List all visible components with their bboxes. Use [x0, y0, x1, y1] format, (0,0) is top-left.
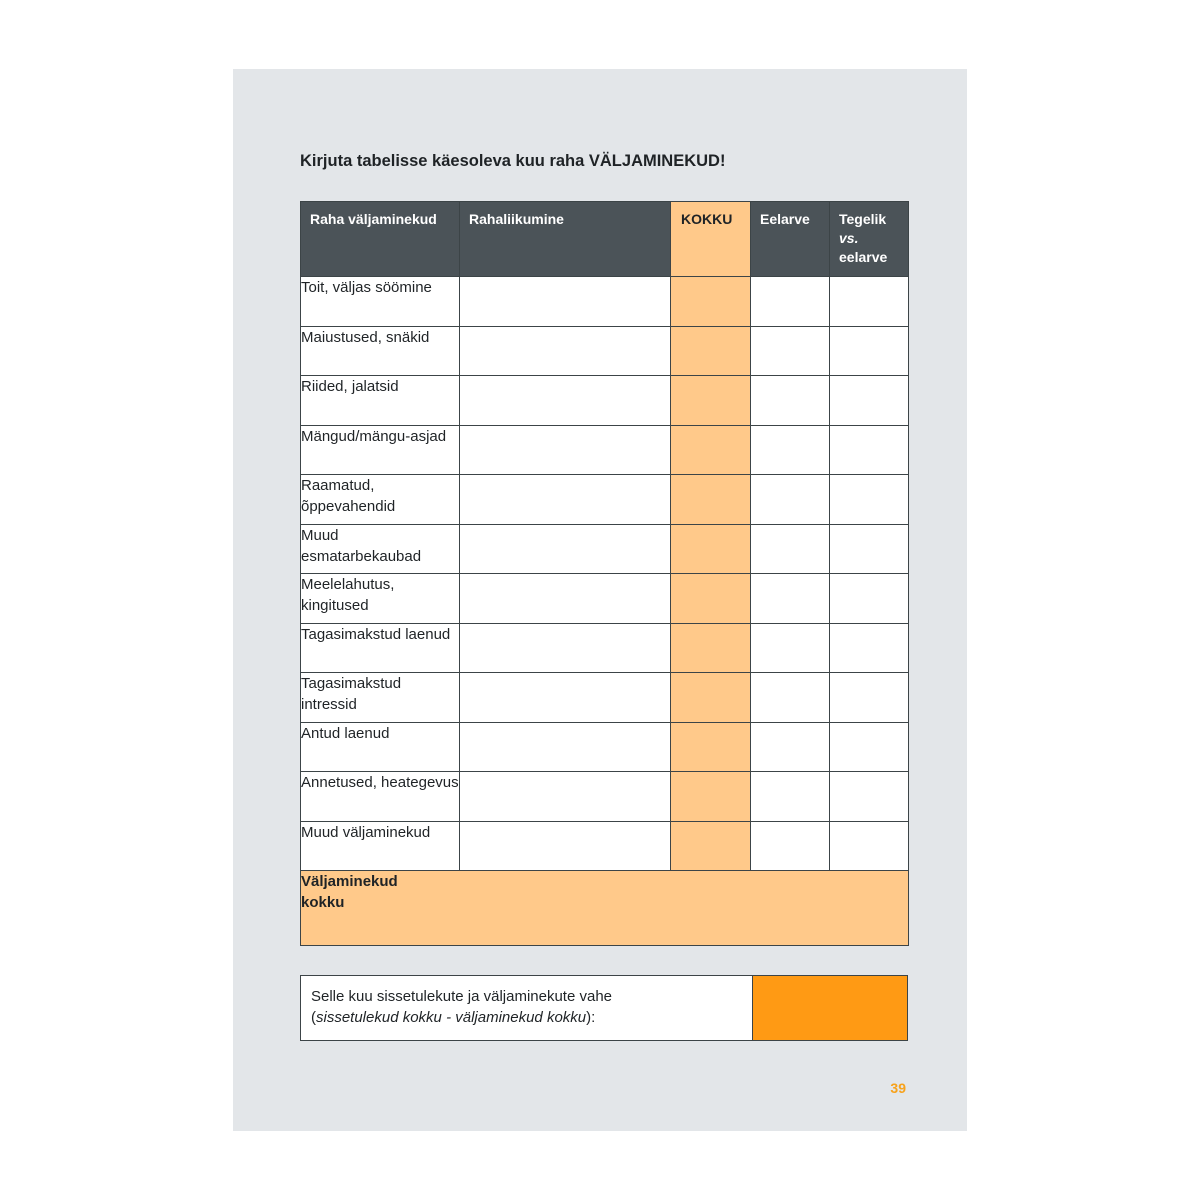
table-row [301, 722, 909, 772]
rahaliikumine-cell[interactable] [460, 623, 671, 673]
row-category-label: Maiustused, snäkid [301, 326, 460, 376]
difference-line-1: Selle kuu sissetulekute ja väljaminekute vahe [311, 988, 613, 1005]
difference-box [300, 975, 908, 1041]
eelarve-cell[interactable] [751, 623, 830, 673]
rahaliikumine-cell[interactable] [460, 524, 671, 574]
rahaliikumine-cell[interactable] [460, 475, 671, 525]
header-eelarve: Eelarve [751, 202, 830, 277]
kokku-cell[interactable] [671, 821, 751, 871]
header-rahaliikumine: Rahaliikumine [460, 202, 671, 277]
kokku-cell[interactable] [671, 326, 751, 376]
tegelik-vs-eelarve-cell[interactable] [830, 425, 909, 475]
eelarve-cell[interactable] [751, 326, 830, 376]
table-row [301, 772, 909, 822]
row-category-label: Meelelahutus, kingitused [301, 574, 460, 624]
row-category-label: Muud esmatarbekaubad [301, 524, 460, 574]
eelarve-cell[interactable] [751, 673, 830, 723]
tegelik-vs-eelarve-cell[interactable] [830, 326, 909, 376]
kokku-cell[interactable] [671, 277, 751, 327]
tegelik-vs-eelarve-cell[interactable] [830, 524, 909, 574]
kokku-cell[interactable] [671, 772, 751, 822]
eelarve-cell[interactable] [751, 722, 830, 772]
eelarve-cell[interactable] [751, 574, 830, 624]
total-label: Väljaminekud kokku [301, 873, 398, 911]
tegelik-vs-eelarve-cell[interactable] [830, 475, 909, 525]
row-category-label: Mängud/mängu-asjad [301, 425, 460, 475]
eelarve-cell[interactable] [751, 772, 830, 822]
difference-answer-cell[interactable] [753, 976, 907, 1040]
rahaliikumine-cell[interactable] [460, 821, 671, 871]
row-category-label: Tagasimakstud laenud [301, 623, 460, 673]
kokku-cell[interactable] [671, 673, 751, 723]
header-eelarve-word: eelarve [839, 249, 888, 265]
row-category-label: Raamatud, õppevahendid [301, 475, 460, 525]
tegelik-vs-eelarve-cell[interactable] [830, 821, 909, 871]
row-category-label: Annetused, heategevus [301, 772, 460, 822]
tegelik-vs-eelarve-cell[interactable] [830, 673, 909, 723]
rahaliikumine-cell[interactable] [460, 574, 671, 624]
rahaliikumine-cell[interactable] [460, 673, 671, 723]
difference-close-paren: ): [586, 1009, 596, 1026]
table-header-row [301, 202, 909, 277]
header-category: Raha väljaminekud [301, 202, 460, 277]
row-category-label: Muud väljaminekud [301, 821, 460, 871]
total-row [301, 871, 909, 946]
eelarve-cell[interactable] [751, 425, 830, 475]
difference-label [301, 976, 753, 1040]
table-row [301, 376, 909, 426]
rahaliikumine-cell[interactable] [460, 326, 671, 376]
kokku-cell[interactable] [671, 475, 751, 525]
eelarve-cell[interactable] [751, 376, 830, 426]
difference-open-paren: ( [311, 1009, 316, 1026]
table-row [301, 326, 909, 376]
header-tegelik-vs-eelarve [830, 202, 909, 277]
rahaliikumine-cell[interactable] [460, 376, 671, 426]
eelarve-cell[interactable] [751, 277, 830, 327]
table-row [301, 277, 909, 327]
row-category-label: Tagasimakstud intressid [301, 673, 460, 723]
header-vs-word: vs. [839, 230, 859, 246]
kokku-cell[interactable] [671, 722, 751, 772]
eelarve-cell[interactable] [751, 821, 830, 871]
row-category-label: Riided, jalatsid [301, 376, 460, 426]
table-row [301, 574, 909, 624]
difference-formula: sissetulekud kokku - väljaminekud kokku [316, 1009, 587, 1026]
table-row [301, 623, 909, 673]
header-kokku: KOKKU [671, 202, 751, 277]
rahaliikumine-cell[interactable] [460, 722, 671, 772]
table-row [301, 821, 909, 871]
tegelik-vs-eelarve-cell[interactable] [830, 623, 909, 673]
tegelik-vs-eelarve-cell[interactable] [830, 772, 909, 822]
table-row [301, 425, 909, 475]
tegelik-vs-eelarve-cell[interactable] [830, 277, 909, 327]
rahaliikumine-cell[interactable] [460, 772, 671, 822]
table-row [301, 673, 909, 723]
page-number: 39 [890, 1080, 906, 1096]
tegelik-vs-eelarve-cell[interactable] [830, 574, 909, 624]
tegelik-vs-eelarve-cell[interactable] [830, 722, 909, 772]
kokku-cell[interactable] [671, 524, 751, 574]
eelarve-cell[interactable] [751, 524, 830, 574]
total-cell[interactable] [301, 871, 909, 946]
eelarve-cell[interactable] [751, 475, 830, 525]
table-row [301, 475, 909, 525]
kokku-cell[interactable] [671, 574, 751, 624]
page-heading: Kirjuta tabelisse käesoleva kuu raha VÄLJAMINEKUD! [300, 152, 726, 170]
kokku-cell[interactable] [671, 623, 751, 673]
expenses-table [300, 201, 909, 946]
row-category-label: Antud laenud [301, 722, 460, 772]
header-tegelik-word: Tegelik [839, 211, 887, 227]
tegelik-vs-eelarve-cell[interactable] [830, 376, 909, 426]
kokku-cell[interactable] [671, 376, 751, 426]
kokku-cell[interactable] [671, 425, 751, 475]
row-category-label: Toit, väljas söömine [301, 277, 460, 327]
rahaliikumine-cell[interactable] [460, 425, 671, 475]
rahaliikumine-cell[interactable] [460, 277, 671, 327]
table-row [301, 524, 909, 574]
